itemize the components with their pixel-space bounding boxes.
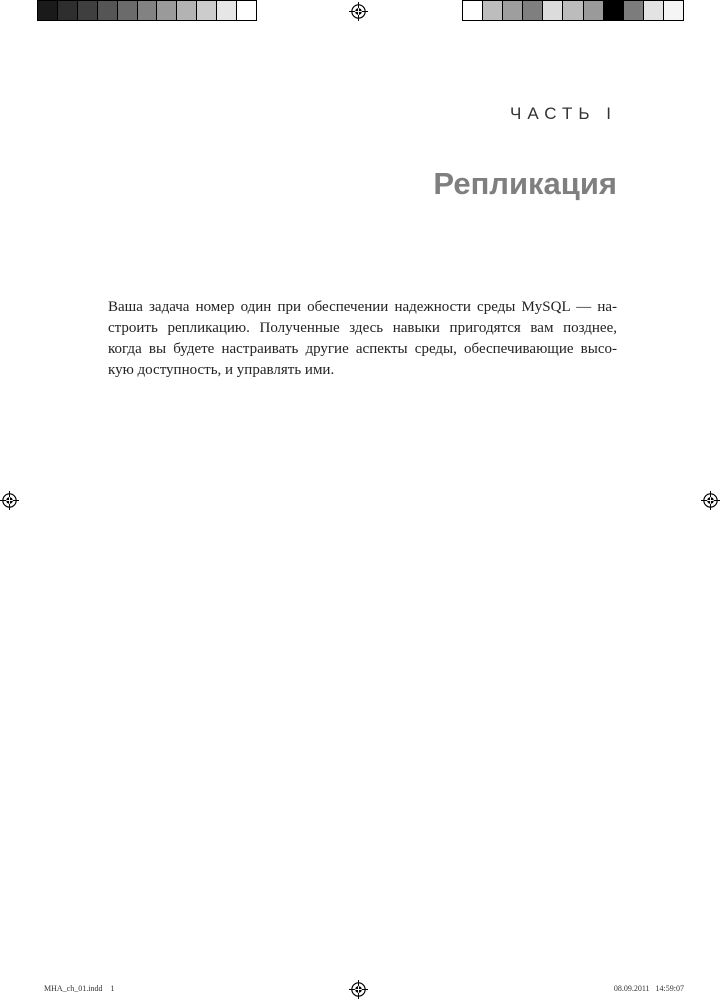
intro-paragraph — [108, 297, 617, 381]
right-bar-swatch — [522, 1, 542, 20]
paragraph-line: кую доступность, и управлять ими. — [108, 362, 335, 378]
right-bar-swatch — [663, 1, 683, 20]
left-bar-swatch — [216, 1, 236, 20]
right-bar-swatch — [562, 1, 582, 20]
left-bar-swatch — [57, 1, 77, 20]
slug-timestamp — [614, 984, 684, 993]
part-label: ЧАСТЬ I — [510, 104, 617, 123]
right-bar-swatch — [623, 1, 643, 20]
slug-page-number: 1 — [110, 984, 115, 993]
paragraph-line: Ваша задача номер один при обеспечении надежности среды MySQL — на- — [108, 299, 617, 315]
slug-file-info — [44, 984, 114, 993]
chapter-title: Репликация — [433, 166, 617, 201]
right-bar-swatch — [463, 1, 482, 20]
left-bar-swatch — [196, 1, 216, 20]
right-bar-swatch — [583, 1, 603, 20]
slug-filename: MHA_ch_01.indd — [44, 984, 103, 993]
paragraph-line: строить репликацию. Полученные здесь навыки пригодятся вам позднее, — [108, 320, 617, 336]
registration-mark-icon — [701, 491, 720, 510]
color-calibration-bar-left — [37, 0, 257, 21]
registration-mark-icon — [349, 980, 368, 999]
slug-time: 14:59:07 — [655, 984, 684, 993]
right-bar-swatch — [603, 1, 623, 20]
left-bar-swatch — [38, 1, 57, 20]
left-bar-swatch — [236, 1, 256, 20]
left-bar-swatch — [97, 1, 117, 20]
slug-date: 08.09.2011 — [613, 984, 650, 993]
right-bar-swatch — [502, 1, 522, 20]
left-bar-swatch — [137, 1, 157, 20]
paragraph-line: когда вы будете настраивать другие аспекты среды, обеспечивающие высо- — [108, 341, 617, 357]
left-bar-swatch — [156, 1, 176, 20]
registration-mark-icon — [349, 2, 368, 21]
left-bar-swatch — [77, 1, 97, 20]
color-calibration-bar-right — [462, 0, 684, 21]
right-bar-swatch — [643, 1, 663, 20]
left-bar-swatch — [176, 1, 196, 20]
left-bar-swatch — [117, 1, 137, 20]
registration-mark-icon — [0, 491, 19, 510]
right-bar-swatch — [542, 1, 562, 20]
right-bar-swatch — [482, 1, 502, 20]
